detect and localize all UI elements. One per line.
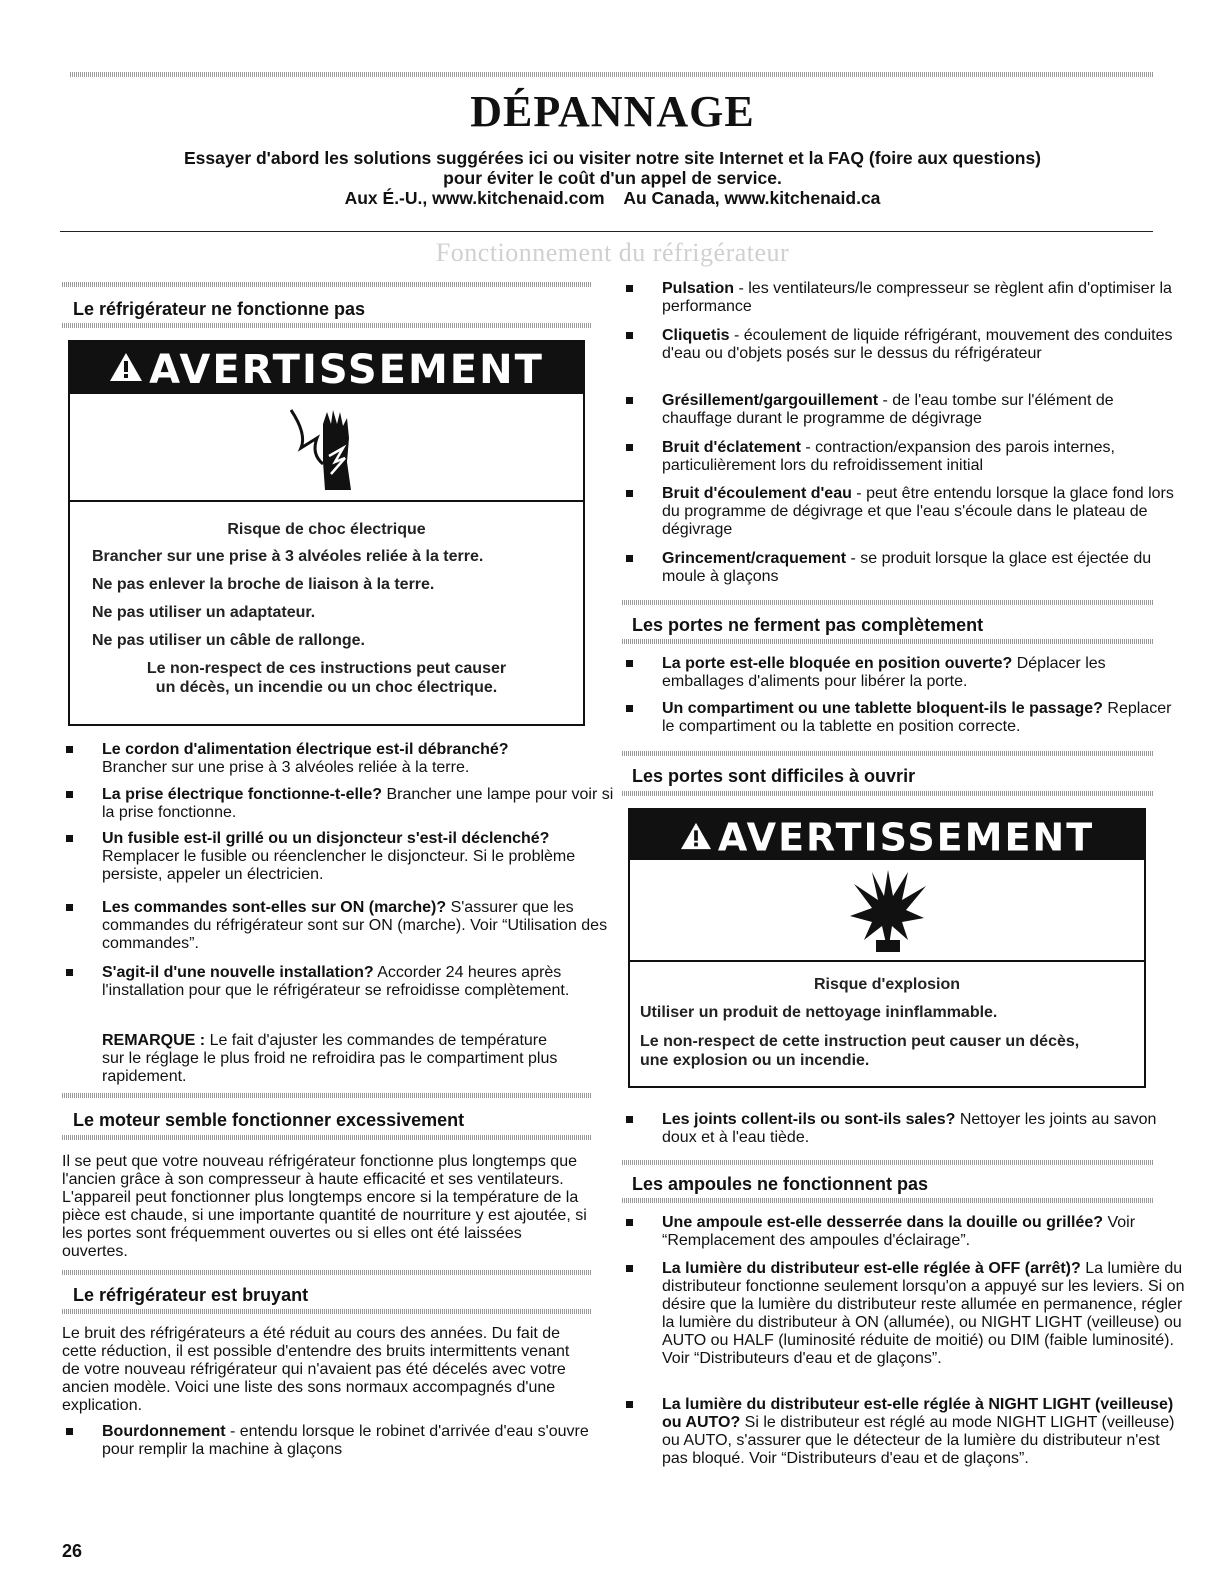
bullet <box>626 444 633 451</box>
warning-triangle-icon <box>680 813 712 863</box>
item-answer: Brancher une lampe pour voir si la prise fonctionne. <box>102 786 614 821</box>
motor-text: Il se peut que votre nouveau réfrigérateur fonctionne plus longtemps que l'ancien grâce à son compresseur à haute efficacité et ses ventilateurs. L'appareil peut fonctionner plus longtemps encore si la température de la pièce est chaude, si une importante quantité de nourriture y est ajoutée, si les portes sont fréquemment ouvertes ou si elles ont été laissées ouvertes. <box>62 1153 587 1260</box>
item-answer: Déplacer les emballages d'aliments pour libérer la porte. <box>662 655 1106 690</box>
bullet <box>66 1428 73 1435</box>
hatch-rule <box>622 639 1153 644</box>
list-item <box>622 327 1182 363</box>
bullet <box>626 705 633 712</box>
list-item <box>622 280 1182 316</box>
list-item <box>62 899 622 953</box>
header-divider <box>60 231 1153 232</box>
warning-consequence <box>70 659 583 697</box>
warning-line: Ne pas enlever la broche de liaison à la terre. <box>92 576 435 593</box>
warning-line: Ne pas utiliser un câble de rallonge. <box>92 632 365 649</box>
electric-shock-icon <box>287 404 367 499</box>
warning-consequence-line: une explosion ou un incendie. <box>640 1052 870 1069</box>
hatch-rule <box>62 1270 592 1275</box>
list-item <box>622 392 1182 428</box>
item-question: Bruit d'éclatement <box>662 439 801 456</box>
list-item <box>622 655 1187 691</box>
item-answer: Brancher sur une prise à 3 alvéoles reliée à la terre. <box>102 759 470 776</box>
item-answer: Nettoyer les joints au savon doux et à l'eau tiède. <box>662 1111 1157 1146</box>
list-item <box>62 786 622 822</box>
item-question: Le cordon d'alimentation électrique est-il débranché? <box>102 741 509 758</box>
bullet <box>626 1265 633 1272</box>
item-answer: Accorder 24 heures après l'installation pour que le réfrigérateur se refroidisse complètement. <box>102 964 570 999</box>
hatch-rule <box>62 282 592 287</box>
heading-doors-open: Les portes sont difficiles à ouvrir <box>632 766 916 786</box>
top-hatch-rule <box>70 72 1153 77</box>
bullet <box>66 746 73 753</box>
bullet <box>626 555 633 562</box>
list-item <box>622 700 1187 736</box>
bullet <box>66 835 73 842</box>
list-item <box>622 1111 1187 1147</box>
bullet <box>626 490 633 497</box>
warning-header <box>630 810 1144 860</box>
heading-not-working: Le réfrigérateur ne fonctionne pas <box>73 299 366 319</box>
warning-line: Ne pas utiliser un adaptateur. <box>92 604 316 621</box>
intro-line-1: Essayer d'abord les solutions suggérées ici ou visiter notre site Internet et la FAQ (foire aux questions) <box>183 148 1042 168</box>
explosion-icon <box>846 866 930 961</box>
item-answer: - de l'eau tombe sur l'élément de chauffage durant le programme de dégivrage <box>662 392 1114 427</box>
item-question: Un compartiment ou une tablette bloquent-ils le passage? <box>662 700 1103 717</box>
warning-consequence-line: un décès, un incendie ou un choc électrique. <box>155 679 498 696</box>
intro-text <box>100 148 1125 208</box>
bullet <box>66 969 73 976</box>
note-label: REMARQUE : <box>102 1032 206 1049</box>
item-question: La porte est-elle bloquée en position ouverte? <box>662 655 1013 672</box>
warning-body <box>70 520 583 697</box>
noisy-text: Le bruit des réfrigérateurs a été réduit au cours des années. Du fait de cette réduction, il est possible d'entendre des bruits intermittents venant de votre nouveau réfrigérateur qui n'avaient pas été décelés avec votre ancien modèle. Voici une liste des sons normaux accompagnés d'une explication. <box>62 1325 570 1414</box>
heading-bulbs: Les ampoules ne fonctionnent pas <box>632 1174 929 1194</box>
list-item <box>62 830 612 884</box>
item-answer: S'assurer que les commandes du réfrigérateur sont sur ON (marche). Voir “Utilisation des commandes”. <box>102 899 608 952</box>
page-number: 26 <box>62 1541 83 1561</box>
list-item <box>62 741 607 777</box>
section-title: Fonctionnement du réfrigérateur <box>435 238 790 267</box>
item-question: Une ampoule est-elle desserrée dans la douille ou grillée? <box>662 1214 1104 1231</box>
list-item <box>62 1423 617 1459</box>
note <box>102 1032 572 1086</box>
item-question: Un fusible est-il grillé ou un disjoncteur s'est-il déclenché? <box>102 830 550 847</box>
warning-consequence-line: Le non-respect de cette instruction peut causer un décès, <box>640 1033 1080 1050</box>
warning-header-label: AVERTISSEMENT <box>149 347 544 393</box>
intro-line-2: pour éviter le coût d'un appel de service. <box>443 168 782 188</box>
item-answer: Remplacer le fusible ou réenclencher le disjoncteur. Si le problème persiste, appeler un électricien. <box>102 848 576 883</box>
list-item <box>622 485 1182 539</box>
warning-body <box>630 975 1144 1070</box>
item-question: S'agit-il d'une nouvelle installation? <box>102 964 374 981</box>
bullet <box>626 285 633 292</box>
bullet <box>626 1219 633 1226</box>
item-question: La prise électrique fonctionne-t-elle? <box>102 786 383 803</box>
heading-noisy: Le réfrigérateur est bruyant <box>73 1285 309 1305</box>
warning-divider <box>70 500 583 502</box>
intro-line-3: Aux É.-U., www.kitchenaid.com Au Canada, www.kitchenaid.ca <box>344 188 881 208</box>
bullet <box>626 1116 633 1123</box>
warning-consequence-line: Le non-respect de ces instructions peut causer <box>146 660 507 677</box>
item-question: La lumière du distributeur est-elle réglée à NIGHT LIGHT (veilleuse) ou AUTO? <box>662 1396 1174 1431</box>
item-question: Bruit d'écoulement d'eau <box>662 485 852 502</box>
list-item <box>622 1260 1187 1368</box>
warning-line: Brancher sur une prise à 3 alvéoles reliée à la terre. <box>92 548 484 565</box>
item-answer: - les ventilateurs/le compresseur se règlent afin d'optimiser la performance <box>662 280 1172 315</box>
page-title: DÉPANNAGE <box>470 87 755 136</box>
item-answer: - peut être entendu lorsque la glace fond lors du programme de dégivrage et que l'eau s'écoule dans le plateau de dégivrage <box>662 485 1174 538</box>
item-answer: - se produit lorsque la glace est éjectée du moule à glaçons <box>662 550 1152 585</box>
item-answer: - contraction/expansion des parois internes, particulièrement lors du refroidissement initial <box>662 439 1115 474</box>
item-answer: - écoulement de liquide réfrigérant, mouvement des conduites d'eau ou d'objets posés sur le dessus du réfrigérateur <box>662 327 1173 362</box>
item-answer: La lumière du distributeur fonctionne seulement lorsqu'on a appuyé sur les leviers. Si on désire que la lumière du distributeur reste allumée en permanence, régler la lumière du distributeur à ON (allumée), ou NIGHT LIGHT (veilleuse) ou AUTO ou HALF (luminosité réduite de moitié) ou DIM (faible luminosité). Voir “Distributeurs d'eau et de glaçons”. <box>662 1260 1185 1367</box>
item-answer: Si le distributeur est réglé au mode NIGHT LIGHT (veilleuse) ou AUTO, s'assurer que le détecteur de la lumière du distributeur n'est pas bloqué. Voir “Distributeurs d'eau et de glaçons”. <box>662 1414 1175 1467</box>
hatch-rule <box>622 751 1153 756</box>
hatch-rule <box>62 1309 592 1314</box>
warning-risk: Risque d'explosion <box>813 976 961 993</box>
item-question: Grincement/craquement <box>662 550 847 567</box>
list-item <box>622 1396 1187 1468</box>
heading-doors-close: Les portes ne ferment pas complètement <box>632 615 984 635</box>
hatch-rule <box>622 1198 1153 1203</box>
warning-triangle-icon <box>109 344 143 396</box>
warning-line: Utiliser un produit de nettoyage ininflammable. <box>640 1004 998 1021</box>
list-item <box>622 1214 1187 1250</box>
bullet <box>66 904 73 911</box>
hatch-rule <box>622 1160 1153 1165</box>
hatch-rule <box>622 600 1153 605</box>
bullet <box>626 1401 633 1408</box>
warning-header-label: AVERTISSEMENT <box>717 815 1095 860</box>
warning-header <box>70 342 583 394</box>
item-question: Grésillement/gargouillement <box>662 392 879 409</box>
list-item <box>62 964 622 1000</box>
bullet <box>66 791 73 798</box>
item-answer: Replacer le compartiment ou la tablette en position correcte. <box>662 700 1172 735</box>
hatch-rule <box>62 1093 592 1098</box>
item-question: La lumière du distributeur est-elle réglée à OFF (arrêt)? <box>662 1260 1081 1277</box>
item-question: Les joints collent-ils ou sont-ils sales? <box>662 1111 956 1128</box>
list-item <box>622 439 1182 475</box>
warning-box-electric <box>68 340 585 726</box>
warning-divider <box>630 960 1144 962</box>
bullet <box>626 397 633 404</box>
item-question: Les commandes sont-elles sur ON (marche)? <box>102 899 447 916</box>
item-question: Bourdonnement <box>102 1423 226 1440</box>
list-item <box>622 550 1182 586</box>
hatch-rule <box>62 323 592 328</box>
warning-box-explosion <box>628 808 1146 1088</box>
bullet <box>626 660 633 667</box>
item-answer: - entendu lorsque le robinet d'arrivée d'eau s'ouvre pour remplir la machine à glaçons <box>102 1423 589 1458</box>
item-question: Pulsation <box>662 280 735 297</box>
warning-risk: Risque de choc électrique <box>227 521 426 538</box>
hatch-rule <box>622 791 1153 796</box>
note-text: Le fait d'ajuster les commandes de température sur le réglage le plus froid ne refroidira pas le compartiment plus rapidement. <box>102 1032 558 1085</box>
hatch-rule <box>62 1135 592 1140</box>
heading-motor: Le moteur semble fonctionner excessivement <box>73 1110 465 1130</box>
item-answer: Voir “Remplacement des ampoules d'éclairage”. <box>662 1214 1136 1249</box>
item-question: Cliquetis <box>662 327 730 344</box>
bullet <box>626 332 633 339</box>
